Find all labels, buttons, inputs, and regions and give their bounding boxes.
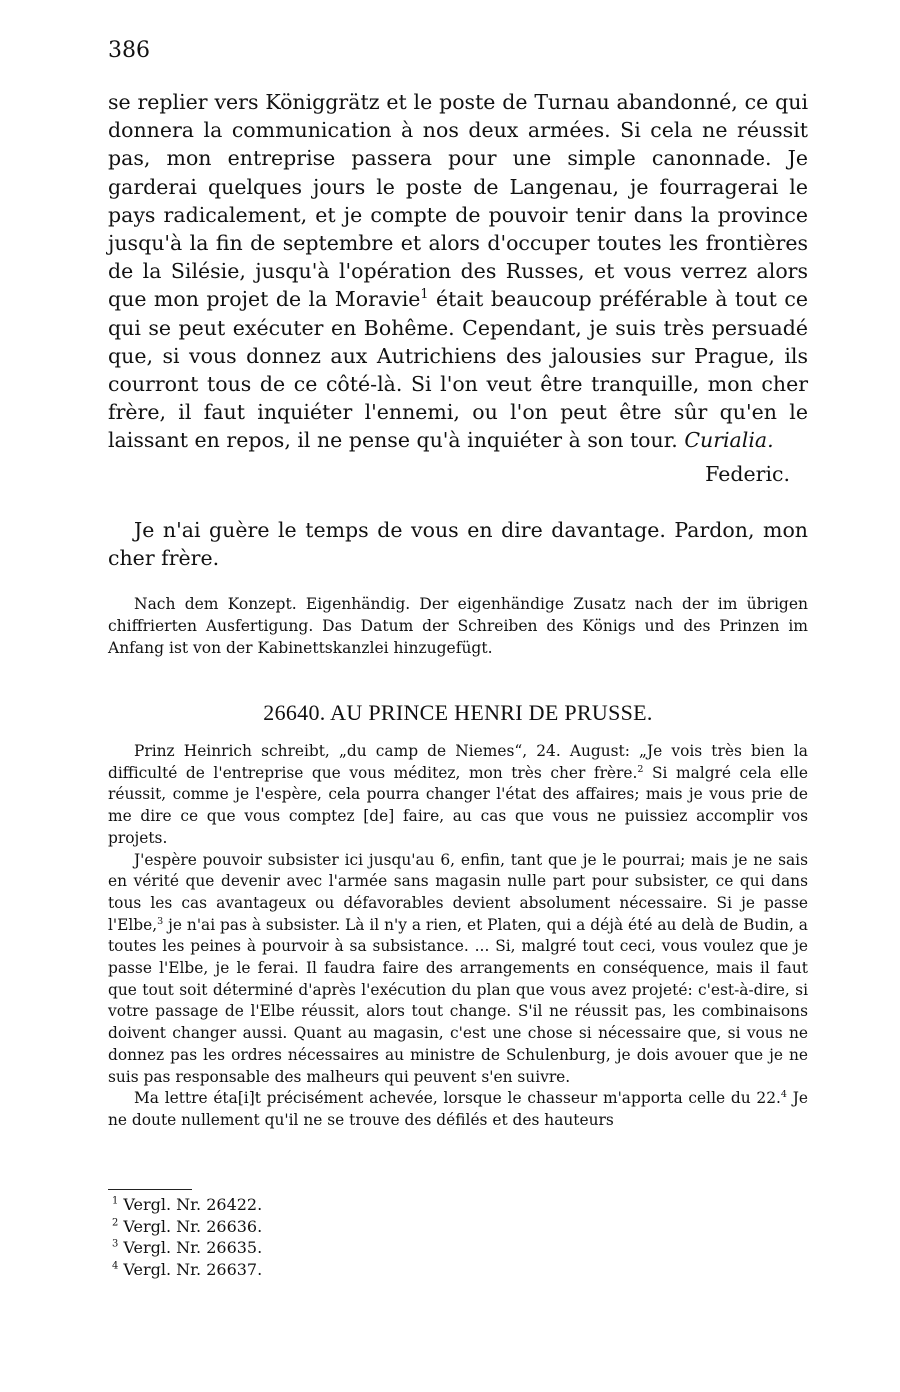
- footnote-text: Vergl. Nr. 26635.: [123, 1238, 263, 1257]
- footnote: [112, 1194, 512, 1216]
- postscript: [108, 516, 808, 572]
- main-text-part-2: était beaucoup préférable à tout ce qui se peut exécuter en Bohême. Cependant, je suis très persuadé que, si vous donnez aux Autrichiens des jalousies sur Prague, ils courront tous de ce côté-là. Si l'on veut être tranquille, mon cher frère, il faut inquiéter l'ennemi, ou l'on peut être sûr qu'en le laissant en repos, il ne pense qu'à inquiéter à son tour.: [108, 287, 808, 453]
- source-note: [108, 593, 808, 659]
- letter-p1-text-a: Prinz Heinrich schreibt, „du camp de Niemes“, 24. August: „Je vois très bien la difficulté de l'entreprise que vous méditez, mon très cher frère.: [108, 742, 808, 782]
- footnote-mark: 1: [112, 1195, 119, 1207]
- source-note-text: Nach dem Konzept. Eigenhändig. Der eigenhändige Zusatz nach der im übrigen chiffrierten Ausfertigung. Das Datum der Schreiben des Königs und des Prinzen im Anfang ist von der Kabinettskanzlei hinzugefügt.: [108, 595, 808, 657]
- letter-paragraph-2: [108, 850, 808, 1089]
- signature: Federic.: [705, 462, 790, 486]
- letter-p3-text-a: Ma lettre éta[i]t précisément achevée, lorsque le chasseur m'apporta celle du 22.: [134, 1089, 781, 1108]
- main-text-part-1: se replier vers Königgrätz et le poste de Turnau abandonné, ce qui donnera la communication à nos deux armées. Si cela ne réussit pas, mon entreprise passera pour une simple canonnade. Je garderai quelques jours le poste de Langenau, je fourragerai le pays radicalement, et je compte de pouvoir tenir dans la province jusqu'à la fin de septembre et alors d'occuper toutes les frontières de la Silésie, jusqu'à l'opération des Russes, et vous verrez alors que mon projet de la Moravie: [108, 90, 808, 312]
- main-paragraph: [108, 88, 808, 455]
- footnote: [112, 1259, 512, 1281]
- footnote-mark: 3: [112, 1238, 119, 1250]
- footnote: [112, 1237, 512, 1259]
- footnotes: [112, 1194, 512, 1280]
- curialia-term: Curialia.: [684, 428, 774, 453]
- footnote-mark: 4: [112, 1260, 119, 1272]
- letter-p3-text-b: Je ne doute nullement qu'il ne se trouve des défilés et des hauteurs: [108, 1089, 808, 1129]
- letter-p2-text-a: J'espère pouvoir subsister ici jusqu'au 6, enfin, tant que je le pourrai; mais je ne sais en vérité que devenir avec l'armée sans magasin nulle part pour subsister, ce qui dans tous les cas avantageux ou défavorables devient absolument nécessaire. Si je passe l'Elbe,: [108, 850, 808, 934]
- main-text: [108, 88, 808, 455]
- footnote-divider: [108, 1189, 192, 1190]
- letter-p1-text-b: Si malgré cela elle réussit, comme je l'espère, cela pourra changer l'état des affaires; mais je vous prie de me dire ce que vous comptez [de] faire, au cas que vous ne puissiez accomplir vos projets.: [108, 763, 808, 847]
- footnote-text: Vergl. Nr. 26422.: [123, 1195, 263, 1214]
- footnote-mark: 2: [112, 1217, 119, 1229]
- letter-p2-text-b: je n'ai pas à subsister. Là il n'y a rien, et Platen, qui a déjà été au delà de Budin, a toutes les peines à pourvoir à sa subsistance. ... Si, malgré tout ceci, vous voulez que je passe l'Elbe, je le ferai. Il faudra faire des arrangements en conséquence, mais il faut que tout soit déterminé d'après l'exécution du plan que vous avez projeté: c'est-à-dire, si votre passage de l'Elbe réussit, alors tout change. S'il ne réussit pas, les combinaisons doivent changer aussi. Quant au magasin, c'est une chose si nécessaire que, si vous ne donnez pas les ordres nécessaires au ministre de Schulenburg, je dois avouer que je ne suis pas responsable des malheurs qui peuvent s'en suivre.: [108, 915, 808, 1086]
- page-number: 386: [108, 38, 150, 63]
- footnote-text: Vergl. Nr. 26637.: [123, 1259, 263, 1279]
- letter-paragraph-3: [108, 1088, 808, 1131]
- footnote-ref-4: 4: [780, 1089, 787, 1101]
- footnote-ref-1: 1: [420, 286, 429, 302]
- letter-paragraph-1: [108, 741, 808, 850]
- footnote-ref-3: 3: [157, 915, 164, 927]
- postscript-text: Je n'ai guère le temps de vous en dire davantage. Pardon, mon cher frère.: [108, 518, 808, 571]
- footnote-text: Vergl. Nr. 26636.: [123, 1216, 263, 1236]
- footnote: [112, 1216, 512, 1238]
- letter-excerpt: [108, 741, 808, 1132]
- section-heading: 26640. AU PRINCE HENRI DE PRUSSE.: [263, 700, 653, 725]
- footnote-ref-2: 2: [637, 763, 644, 775]
